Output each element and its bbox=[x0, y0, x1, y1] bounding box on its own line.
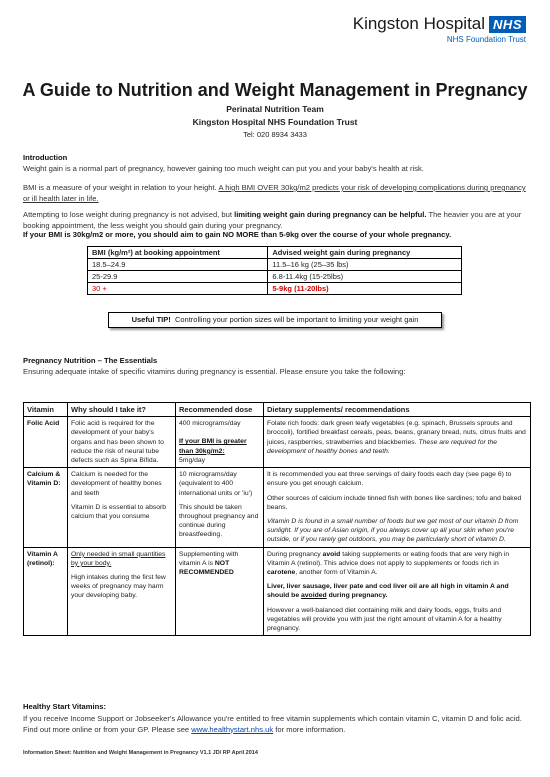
vita-why-1: Only needed in small quantities by your body. bbox=[71, 550, 166, 567]
vita-rec-1b: avoid bbox=[322, 550, 341, 558]
useful-tip-box bbox=[108, 312, 442, 328]
tip-text: Controlling your portion sizes will be important to limiting your weight gain bbox=[174, 315, 419, 324]
vitamin-table bbox=[23, 402, 531, 636]
vita-dose-bold: NOT RECOMMENDED bbox=[179, 559, 234, 577]
table-row bbox=[88, 259, 462, 271]
calcium-why-2: Vitamin D is essential to absorb calcium that you consume bbox=[71, 503, 167, 521]
telephone: Tel: 020 8934 3433 bbox=[243, 130, 307, 139]
essentials-text: Ensuring adequate intake of specific vitamins during pregnancy is essential. Please ensure you take the following: bbox=[23, 367, 406, 376]
vitamin-header: Vitamin bbox=[24, 403, 68, 417]
vita-rec-1d: carotene bbox=[267, 569, 296, 577]
vita-rec-1e: , another form of Vitamin A. bbox=[295, 569, 378, 577]
intro-p1: Weight gain is a normal part of pregnancy, however gaining too much weight can put you and your baby's health at risk. bbox=[23, 164, 424, 173]
folic-why: Folic acid is required for the development of your baby's organs and has been shown to reduce the risk of neural tube defects such as Spina Bifida. bbox=[68, 417, 176, 468]
table-row bbox=[24, 547, 531, 636]
folic-dose-1: 400 micrograms/day bbox=[179, 420, 241, 428]
intro-p3-end: The heavier you are at your booking appointment, the less weight you should gain during your pregnancy. bbox=[23, 210, 522, 230]
vita-rec-2b: avoided bbox=[301, 592, 327, 600]
calcium-rec bbox=[264, 468, 531, 547]
intro-p3 bbox=[23, 210, 528, 231]
healthy-start-text-1: If you receive Income Support or Jobseeker's Allowance you're entitled to free vitamin supplements which contain vitamin C, vitamin D and folic acid. Find out more online or from your GP. Please see bbox=[23, 714, 522, 734]
intro-p3-text: Attempting to lose weight during pregnancy is not advised, but bbox=[23, 210, 235, 219]
calcium-dose-1: 10 micrograms/day (equivalent to 400 international units or 'iu') bbox=[179, 471, 253, 497]
table-header-row bbox=[88, 247, 462, 259]
tip-label: Useful TIP! bbox=[131, 315, 171, 324]
team-name: Perinatal Nutrition Team bbox=[226, 104, 324, 114]
vita-rec bbox=[264, 547, 531, 636]
healthy-start-heading: Healthy Start Vitamins: bbox=[23, 702, 106, 711]
folic-rec-italic: These are required for the development of healthy bones and teeth. bbox=[267, 438, 498, 455]
why-header: Why should I take it? bbox=[68, 403, 176, 417]
page-title: A Guide to Nutrition and Weight Management in Pregnancy bbox=[22, 80, 528, 100]
rec-header: Dietary supplements/ recommendations bbox=[264, 403, 531, 417]
vita-rec-3: However a well-balanced diet containing milk and dairy foods, eggs, fruits and vegetables will provide you with just the right amount of vitamin A for a healthy pregnancy. bbox=[267, 606, 502, 633]
hospital-logo bbox=[353, 14, 526, 44]
footer-text: Information Sheet: Nutrition and Weight Management in Pregnancy V1.1 JD/ RP April 2014 bbox=[23, 750, 258, 756]
calcium-dose bbox=[176, 468, 264, 547]
vita-dose-text: Supplementing with vitamin A is bbox=[179, 550, 239, 567]
calcium-name: Calcium & Vitamin D: bbox=[24, 468, 68, 547]
calcium-why bbox=[68, 468, 176, 547]
table-cell: 30 + bbox=[88, 283, 268, 295]
nhs-badge: NHS bbox=[489, 16, 526, 33]
calcium-dose-2: This should be taken throughout pregnancy and continue during breastfeeding. bbox=[179, 503, 259, 539]
table-cell: 11.5–16 kg (25–35 lbs) bbox=[268, 259, 462, 271]
folic-dose-2: If your BMI is greater than 30kg/m2: bbox=[179, 438, 247, 455]
table-cell: 25-29.9 bbox=[88, 271, 268, 283]
folic-dose bbox=[176, 417, 264, 468]
intro-p3-bold: limiting weight gain during pregnancy can be helpful. bbox=[234, 210, 427, 219]
vita-rec-1 bbox=[267, 550, 527, 578]
vita-rec-2 bbox=[267, 582, 527, 600]
folic-rec-text: Folate rich foods: dark green leafy vegetables (e.g. spinach, Brussels sprouts and broccoli), fortified breakfast cereals, peas, beans, granary bread, nuts, citrus fruits and juices, raspberries, strawberries and blackberries. bbox=[267, 420, 526, 446]
logo-name: Kingston Hospital bbox=[352, 14, 486, 33]
calcium-why-1: Calcium is needed for the development of healthy bones and teeth bbox=[71, 471, 162, 497]
table-cell: 18.5–24.9 bbox=[88, 259, 268, 271]
vita-why-2: High intakes during the first few weeks of pregnancy may harm your developing baby. bbox=[71, 574, 166, 600]
calcium-rec-3: Vitamin D is found in a small number of foods but we get most of our vitamin D from sunlight. If you are of Asian origin, if you always cover up all your skin when you're outside, or if you rarely get outdoors, you may be particularly short of vitamin D. bbox=[267, 518, 519, 544]
essentials-heading: Pregnancy Nutrition – The Essentials bbox=[23, 356, 158, 365]
logo-trust: NHS Foundation Trust bbox=[446, 35, 526, 44]
table-row bbox=[88, 271, 462, 283]
vita-rec-1c: taking supplements or eating foods that are very high in Vitamin A (retinol). This advice does not apply to supplements or foods rich in bbox=[267, 550, 510, 567]
healthy-start-text-2: for more information. bbox=[273, 724, 346, 734]
vita-name: Vitamin A (retinol): bbox=[24, 547, 68, 636]
bmi-table bbox=[87, 246, 462, 295]
healthy-start-text bbox=[23, 714, 528, 735]
intro-p2-text: BMI is a measure of your weight in relation to your height. bbox=[23, 183, 219, 192]
folic-name: Folic Acid bbox=[24, 417, 68, 468]
folic-rec bbox=[264, 417, 531, 468]
intro-heading: Introduction bbox=[23, 153, 68, 162]
vita-rec-2a: Liver, liver sausage, liver pate and cod liver oil are all high in vitamin A and should be bbox=[267, 583, 509, 600]
bmi-advice: If your BMI is 30kg/m2 or more, you should aim to gain NO MORE than 5-9kg over the course of your whole pregnancy. bbox=[23, 230, 452, 239]
vita-dose bbox=[176, 547, 264, 636]
table-row bbox=[24, 468, 531, 547]
intro-p2 bbox=[23, 183, 528, 204]
intro-p2-underlined: A high BMI OVER 30kg/m2 predicts your risk of developing complications during pregnancy or ill health later in life. bbox=[23, 183, 526, 203]
table-header-row bbox=[24, 403, 531, 417]
hospital-name: Kingston Hospital NHS Foundation Trust bbox=[192, 117, 358, 127]
vita-rec-2c: during pregnancy. bbox=[326, 592, 388, 600]
calcium-rec-2: Other sources of calcium include tinned fish with bones like sardines; tofu and baked beans. bbox=[267, 494, 522, 511]
table-row bbox=[24, 417, 531, 468]
vita-rec-1a: During pregnancy bbox=[267, 550, 323, 558]
dose-header: Recommended dose bbox=[176, 403, 264, 417]
bmi-col-header: BMI (kg/m²) at booking appointment bbox=[88, 247, 268, 259]
healthy-start-link[interactable]: www.healthystart.nhs.uk bbox=[191, 724, 274, 734]
table-cell: 6.8-11.4kg (15-25lbs) bbox=[268, 271, 462, 283]
gain-col-header: Advised weight gain during pregnancy bbox=[268, 247, 462, 259]
table-row bbox=[88, 283, 462, 295]
table-cell: 5-9kg (11-20lbs) bbox=[268, 283, 462, 295]
calcium-rec-1: It is recommended you eat three servings of dairy foods each day (see page 6) to ensure you get enough calcium. bbox=[267, 471, 512, 488]
folic-dose-3: 5mg/day bbox=[179, 456, 206, 464]
vita-why bbox=[68, 547, 176, 636]
